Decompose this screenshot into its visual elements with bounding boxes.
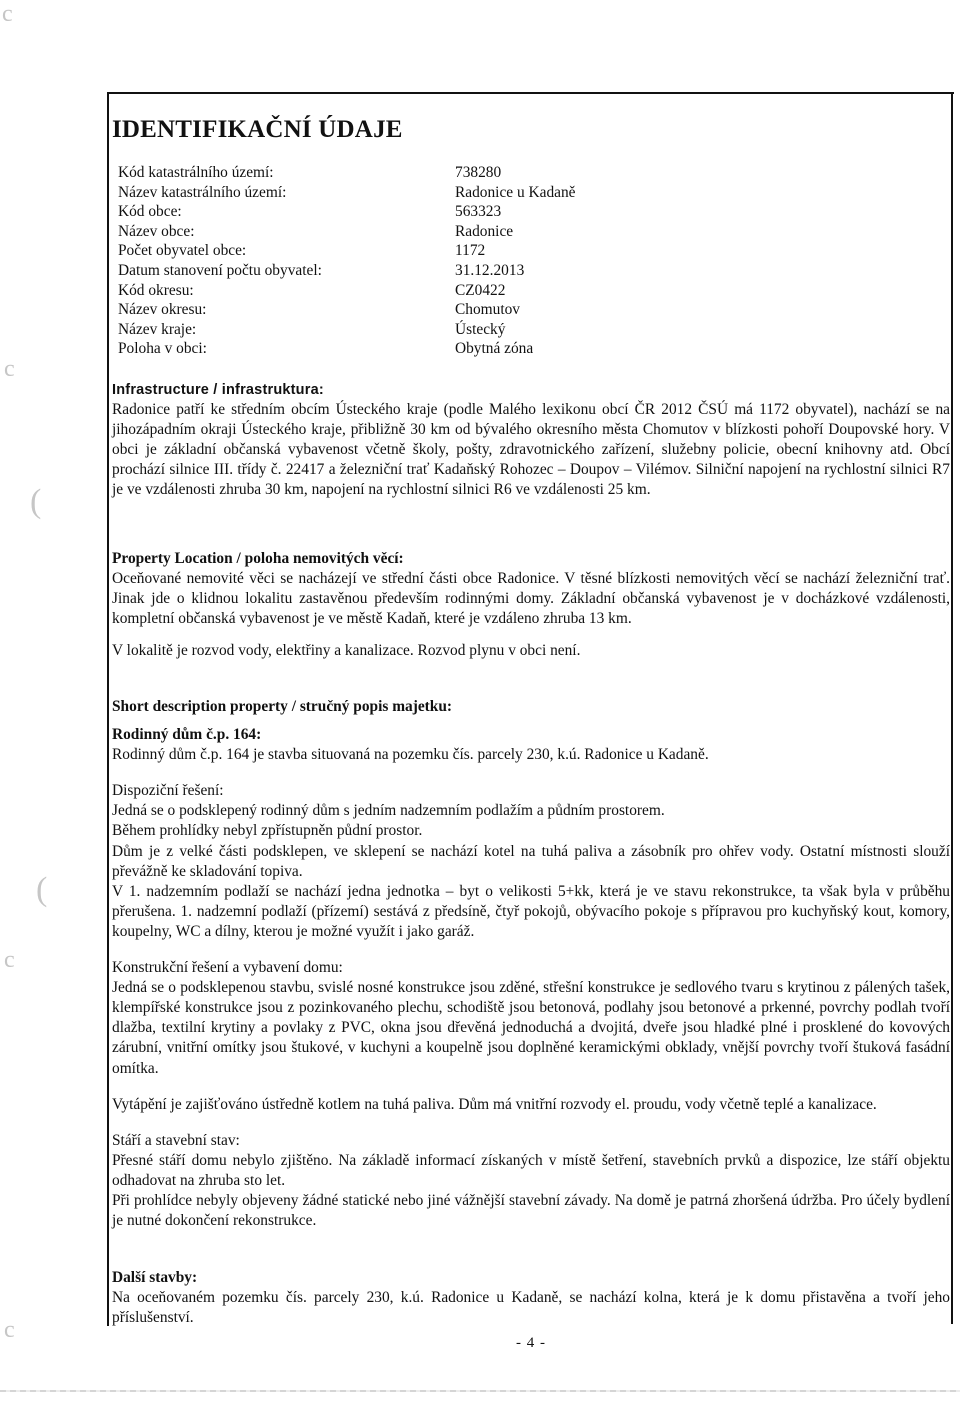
- house-text: Rodinný dům č.p. 164 je stavba situovaná na pozemku čís. parcely 230, k.ú. Radonice u Kadaně.: [112, 746, 709, 764]
- page-number: - 4 -: [516, 1335, 546, 1351]
- id-label: Název katastrálního území:: [118, 183, 287, 201]
- id-value: Radonice: [455, 222, 514, 240]
- page-title: IDENTIFIKAČNÍ ÚDAJE: [112, 116, 403, 143]
- other-buildings-text: Na oceňovaném pozemku čís. parcely 230, k.ú. Radonice u Kadaně, se nachází kolna, která je k domu přistavěna a tvoří jeho příslušenství.: [112, 1289, 950, 1327]
- id-label: Kód okresu:: [118, 281, 194, 299]
- id-label: Kód katastrálního území:: [118, 164, 274, 181]
- margin-mark: c: [2, 1, 13, 27]
- id-row: [118, 241, 576, 261]
- id-label: Název okresu:: [118, 301, 207, 319]
- age-heading: Stáří a stavební stav:: [112, 1131, 240, 1149]
- id-value: 1172: [455, 242, 486, 260]
- id-value: 31.12.2013: [455, 261, 525, 279]
- id-value: CZ0422: [455, 281, 506, 299]
- infrastructure-text: Radonice patří ke středním obcím Ústeckého kraje (podle Malého lexikonu obcí ČR 2012 ČSÚ má 1172 obyvatel), nachází se na jihozápadním okraji Ústeckého kraje, přibližně 30 km od bývalého okresního města Chomutov v blízkosti pohoří Doupovské hory. V obci je základní občanská vybavenost včetně školy, pošty, zdravotnického zařízení, služebny policie, obecní knihovny atd. Obcí prochází silnice III. třídy č. 22417 a železniční trať Kadaňský Rohozec – Doupov – Vilémov. Silniční napojení na rychlostní silnici R7 je ve vzdálenosti zhruba 30 km, napojení na rychlostní silnici R6 ve vzdálenosti 25 km.: [112, 401, 950, 499]
- id-label: Název obce:: [118, 222, 195, 240]
- id-label: Název kraje:: [118, 320, 197, 338]
- margin-mark: c: [4, 356, 15, 382]
- layout-line: Během prohlídky nebyl zpřístupněn půdní prostor.: [112, 822, 423, 840]
- id-value: 563323: [455, 203, 502, 221]
- id-label: Počet obyvatel obce:: [118, 242, 247, 260]
- description-section: [112, 697, 950, 1231]
- id-value: Ústecký: [455, 320, 506, 338]
- id-row: [118, 163, 576, 183]
- layout-line: Dům je z velké části podsklepen, ve sklepení se nachází kotel na tuhá paliva a zásobník pro ohřev vody. Ostatní místnosti slouží převážně ke skladování topiva.: [112, 842, 950, 880]
- layout-line: V 1. nadzemním podlaží se nachází jedna jednotka – byt o velikosti 5+kk, která je ve stavu rekonstrukce, ta však byla v průběhu přerušena. 1. nadzemní podlaží (přízemí) sestává z předsíně, čtyř pokojů, obývacího pokoje s přípravou pro kuchyňský kout, komory, koupelny, WC a dílny, kterou je možné využít i jako garáž.: [112, 882, 950, 940]
- description-heading: Short description property / stručný popis majetku:: [112, 698, 453, 715]
- id-row: [118, 339, 576, 359]
- construction-heading: Konstrukční řešení a vybavení domu:: [112, 959, 343, 977]
- frame-right-border: [951, 92, 953, 1324]
- infrastructure-heading: Infrastructure / infrastruktura:: [112, 382, 324, 398]
- other-buildings-section: [112, 1268, 950, 1328]
- scan-edge-line: [0, 1390, 960, 1392]
- house-heading: Rodinný dům č.p. 164:: [112, 726, 262, 744]
- margin-mark: c: [4, 1317, 15, 1343]
- id-value: 738280: [455, 164, 502, 181]
- age-text: Přesné stáří domu nebylo zjištěno. Na základě informací získaných v místě šetření, stavebních prvků a dispozice, lze stáří objektu odhadovat na zhruba sto let.: [112, 1151, 950, 1189]
- location-section: [112, 549, 950, 661]
- heating-text: Vytápění je zajišťováno ústředně kotlem na tuhá paliva. Dům má vnitřní rozvody el. proudu, vody včetně teplé a kanalizace.: [112, 1095, 877, 1113]
- identification-table: [118, 163, 576, 359]
- defects-text: Při prohlídce nebyly objeveny žádné statické nebo jiné vážnější stavební závady. Na domě je patrná zhoršená údržba. Pro účely bydlení je nutné dokončení rekonstrukce.: [112, 1191, 950, 1230]
- infrastructure-section: [112, 380, 950, 501]
- margin-mark: c: [4, 947, 15, 973]
- id-row: [118, 183, 576, 203]
- location-heading: Property Location / poloha nemovitých věcí:: [112, 550, 404, 567]
- id-row: [118, 202, 576, 222]
- id-label: Poloha v obci:: [118, 340, 207, 358]
- id-value: Radonice u Kadaně: [455, 183, 576, 201]
- id-row: [118, 261, 576, 281]
- id-label: Datum stanovení počtu obyvatel:: [118, 261, 322, 279]
- construction-text: Jedná se o podsklepenou stavbu, svislé nosné konstrukce jsou zděné, střešní konstrukce je sedlového tvaru s krytinou z pálených tašek, klempířské konstrukce jsou z pozinkovaného plechu, schodiště jsou betonová, podlahy jsou betonové a prkenné, povrchy podlah tvoří dlažba, textilní krytiny a povlaky z PVC, okna jsou dřevěná jednoduchá a dvojitá, dveře jsou hladké plné i prosklené do kovových zárubní, vnitřní omítky jsou štukové, v kuchyni a koupelně jsou doplněné keramickými obklady, vnější povrchy tvoří štuková fasádní omítka.: [112, 979, 950, 1077]
- id-value: Chomutov: [455, 301, 520, 319]
- id-label: Kód obce:: [118, 203, 182, 221]
- location-text: Oceňované nemovité věci se nacházejí ve střední části obce Radonice. V těsné blízkosti nemovitých věcí se nachází železniční trať. Jinak jde o klidnou lokalitu zastavěnou především rodinnými domy. Základní občanská vybavenost je v docházkové vzdálenosti, kompletní občanská vybavenost je ve městě Kadaň, které je vzdáleno zhruba 13 km.: [112, 570, 950, 628]
- id-value: Obytná zóna: [455, 340, 534, 358]
- margin-mark: (: [30, 483, 42, 520]
- id-row: [118, 281, 576, 301]
- location-utilities-text: V lokalitě je rozvod vody, elektřiny a kanalizace. Rozvod plynu v obci není.: [112, 642, 581, 660]
- layout-heading: Dispoziční řešení:: [112, 782, 224, 800]
- id-row: [118, 300, 576, 320]
- other-buildings-heading: Další stavby:: [112, 1269, 198, 1286]
- id-row: [118, 222, 576, 242]
- id-row: [118, 320, 576, 340]
- margin-mark: (: [36, 871, 48, 908]
- layout-line: Jedná se o podsklepený rodinný dům s jedním nadzemním podlažím a půdním prostorem.: [112, 802, 665, 820]
